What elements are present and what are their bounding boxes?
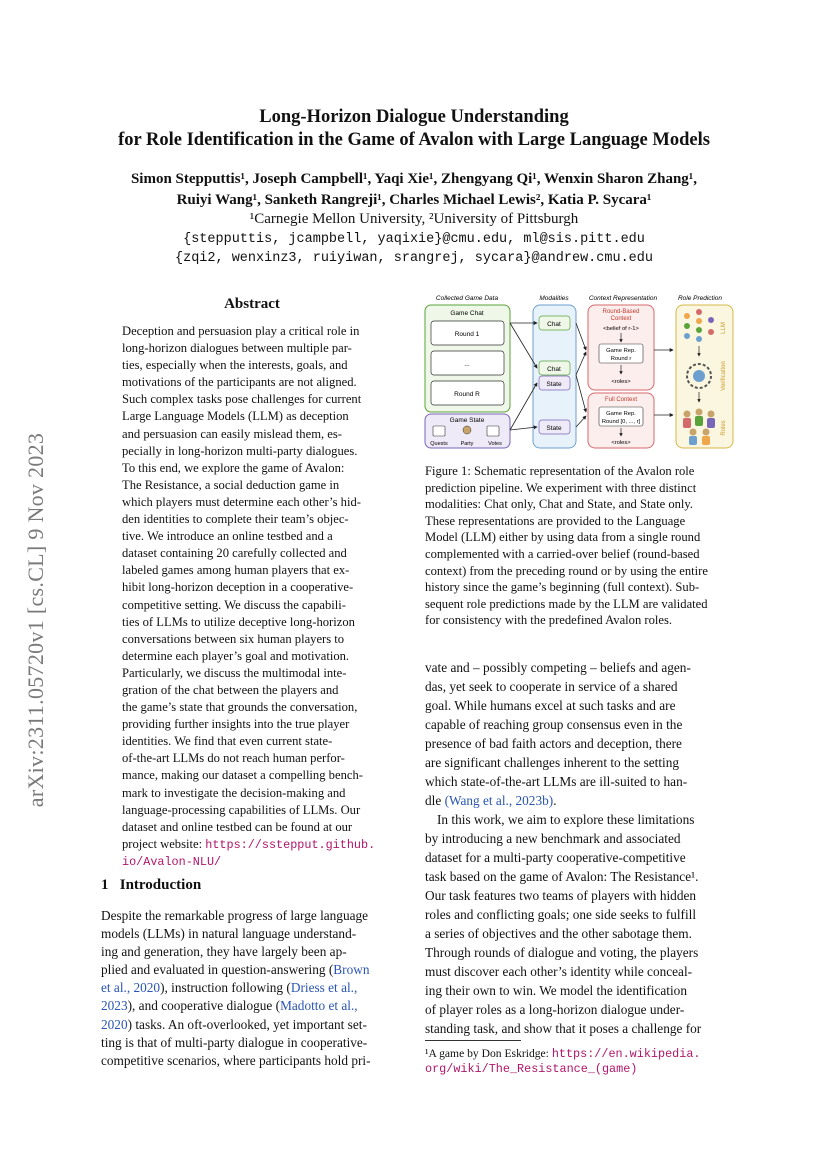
- party-icon: [463, 426, 471, 434]
- game-rep-label-2: Game Rep.: [606, 411, 636, 417]
- abstract-line: which players must determine each other’s hid-: [122, 494, 361, 509]
- quests-label: Quests: [430, 441, 448, 447]
- footnote-url-link-cont[interactable]: org/wiki/The_Resistance_(game): [425, 1062, 638, 1076]
- body-line: must discover each other’s identity while conceal-: [425, 964, 693, 979]
- abstract-line: labeled games among human players that ex-: [122, 563, 350, 578]
- authors-line1: Simon Stepputtis¹, Joseph Campbell¹, Yaqi Xie¹, Zhengyang Qi¹, Wenxin Sharon Zhang¹,: [130, 171, 698, 187]
- footnote: [425, 1046, 731, 1077]
- arxiv-identifier: arXiv:2311.05720v1 [cs.CL] 9 Nov 2023: [23, 432, 48, 808]
- abstract-line: determine each player’s goal and motivation.: [122, 648, 350, 663]
- body-line: task based on the game of Avalon: The Resistance¹.: [425, 869, 699, 884]
- intro-line: ting is that of multi-party dialogue in cooperative-: [101, 1034, 368, 1050]
- abstract-line: language-processing capabilities of LLMs. Our: [122, 802, 361, 817]
- game-rep-full-label: Round [0, ..., r]: [601, 419, 641, 425]
- intro-line: [101, 1016, 403, 1034]
- abstract-line: dataset containing 20 carefully collected and: [122, 546, 347, 561]
- citation-brown[interactable]: Brown: [333, 962, 370, 978]
- votes-icon: [487, 426, 499, 436]
- abstract-line: Particularly, we discuss the multimodal inte-: [122, 665, 347, 680]
- emails-line2: {zqi2, wenxinz3, ruiyiwan, srangrej, sycara}@andrew.cmu.edu: [175, 251, 653, 266]
- caption-line: context) from the preceding round or by using the entire: [425, 563, 708, 578]
- header-modalities: Modalities: [539, 295, 569, 302]
- footnote-text: ¹A game by Don Eskridge:: [425, 1047, 549, 1060]
- header-prediction: Role Prediction: [677, 295, 723, 302]
- intro-line: ing and generation, they have largely been ap-: [101, 944, 347, 960]
- intro-text: ), and cooperative dialogue (: [127, 998, 281, 1014]
- modality-state-label: State: [546, 381, 562, 388]
- abstract-line: conversations between six human players to: [122, 631, 345, 646]
- abstract-line: pecially in long-horizon multi-party dialogues.: [122, 443, 358, 458]
- paper-title-line2: for Role Identification in the Game of Avalon with Large Language Models: [118, 130, 710, 150]
- body-line: Through rounds of dialogue and voting, the players: [425, 945, 699, 960]
- abstract-line: tive. We introduce an online testbed and a: [122, 529, 333, 544]
- header-collected: Collected Game Data: [435, 295, 499, 302]
- caption-line: Model (LLM) either by using data from a single round: [425, 530, 701, 545]
- abstract-line: motivations of the participants are not aligned.: [122, 375, 357, 390]
- body-line: dataset for a multi-party cooperative-competitive: [425, 850, 686, 865]
- body-line: roles and conflicting goals; one side seeks to fulfill: [425, 907, 697, 922]
- body-line: standing task, and show that it poses a challenge for: [425, 1021, 702, 1036]
- round-based-label-1: Round-Based: [602, 309, 640, 315]
- intro-line: [101, 961, 403, 979]
- modality-chat-label: Chat: [547, 321, 561, 328]
- caption-line: prediction pipeline. We experiment with three distinct: [425, 480, 697, 495]
- body-line: which state-of-the-art LLMs are ill-suited to han-: [425, 774, 688, 789]
- abstract-line: identities. We find that even current state-: [122, 734, 333, 749]
- citation-brown-cont[interactable]: et al., 2020: [101, 980, 161, 996]
- body-line: goal. While humans excel at such tasks and are: [425, 698, 676, 713]
- roles-side-label: Roles: [721, 420, 727, 436]
- abstract-line: competitive setting. We discuss the capabili-: [122, 597, 346, 612]
- round-based-label-2: Context: [610, 316, 632, 322]
- verification-label: Verification: [721, 361, 727, 391]
- section-heading-introduction: [101, 877, 201, 894]
- abstract-line: dataset and online testbed can be found at our: [122, 819, 353, 834]
- game-rep-round-label: Round r: [610, 356, 632, 362]
- body-line: Our task features two teams of players with hidden: [425, 888, 697, 903]
- intro-line: [101, 997, 403, 1015]
- citation-madotto-cont[interactable]: 2020: [101, 1016, 128, 1032]
- round-ellipsis-label: ...: [464, 361, 470, 368]
- abstract-line: Such complex tasks pose challenges for current: [122, 392, 362, 407]
- body-line: a series of objectives and the other sabotage them.: [425, 926, 692, 941]
- footnote-line: [425, 1046, 731, 1062]
- abstract-line: Deception and persuasion play a critical role in: [122, 324, 360, 338]
- game-chat-label: Game Chat: [450, 310, 484, 317]
- abstract-line: ties, especially when the interests, goals, and: [122, 358, 348, 373]
- body-line: presence of bad faith actors and deception, there: [425, 736, 682, 751]
- body-line: In this work, we aim to explore these limitations: [437, 812, 695, 827]
- project-url-link[interactable]: https://sstepput.github.: [205, 837, 376, 852]
- abstract-line: To this end, we explore the game of Avalon:: [122, 460, 345, 475]
- abstract-line: of-the-art LLMs do not reach human perfor-: [122, 751, 345, 766]
- citation-driess[interactable]: Driess et al.,: [290, 980, 358, 996]
- votes-label: Votes: [488, 441, 502, 447]
- citation-driess-cont[interactable]: 2023: [101, 998, 128, 1014]
- intro-line: models (LLMs) in natural language understand-: [101, 926, 357, 942]
- body-line: capable of reaching group consensus even in the: [425, 717, 683, 732]
- body-line: by introducing a new benchmark and associated: [425, 831, 681, 846]
- abstract-line: and persuasion can easily mislead them, es-: [122, 426, 342, 441]
- header-context: Context Representation: [588, 295, 658, 302]
- abstract-line: mance, making our dataset a compelling bench-: [122, 768, 363, 783]
- body-line: ing their own to win. We model the identification: [425, 983, 687, 998]
- figure-1-caption: [425, 463, 731, 629]
- figure-1-diagram: [423, 290, 735, 450]
- round-r-label: Round R: [454, 391, 480, 398]
- modality-state2-label: State: [546, 425, 562, 432]
- full-context-label: Full Context: [604, 397, 638, 403]
- intro-line: [101, 979, 403, 997]
- intro-text: ) tasks. An oft-overlooked, yet important set-: [127, 1016, 367, 1032]
- abstract-line: mark to investigate the decision-making and: [122, 785, 346, 800]
- abstract-line: the game’s state that grounds the conversation,: [122, 700, 358, 715]
- footnote-rule: [425, 1040, 521, 1041]
- intro-line: Despite the remarkable progress of large language: [101, 908, 369, 923]
- project-url-link-cont[interactable]: io/Avalon-NLU/: [122, 854, 222, 869]
- abstract-line: den identities to complete their team’s objec-: [122, 512, 349, 527]
- emails-line1: {stepputtis, jcampbell, yaqixie}@cmu.edu, ml@sis.pitt.edu: [183, 232, 645, 247]
- abstract-heading: Abstract: [224, 296, 280, 312]
- abstract-line: long-horizon dialogues between multiple par-: [122, 341, 352, 356]
- abstract-line: project website:: [122, 836, 203, 851]
- caption-line: history since the game’s beginning (full context). Sub-: [425, 580, 700, 595]
- body-text: dle: [425, 793, 445, 808]
- body-line: vate and – possibly competing – beliefs and agen-: [425, 660, 691, 675]
- body-line: are significant challenges inherent to the setting: [425, 755, 680, 770]
- abstract-last-line: [122, 836, 382, 854]
- paper-title-line1: Long-Horizon Dialogue Understanding: [259, 107, 569, 127]
- intro-text: plied and evaluated in question-answering (: [101, 962, 334, 978]
- party-label: Party: [460, 441, 474, 447]
- modality-chat2-label: Chat: [547, 366, 561, 373]
- abstract-line: hibit long-horizon deception in a cooperative-: [122, 580, 354, 595]
- body-line: dle (Wang et al., 2023b).: [425, 793, 557, 808]
- game-rep-label: Game Rep.: [606, 348, 636, 354]
- abstract-body: [122, 323, 382, 871]
- body-line: das, yet seek to cooperate in service of a shared: [425, 679, 678, 694]
- caption-line: Figure 1: Schematic representation of the Avalon role: [425, 464, 695, 478]
- abstract-line: providing further insights into the true player: [122, 717, 350, 732]
- abstract-line: ties of LLMs to utilize deceptive long-horizon: [122, 614, 355, 629]
- intro-line: competitive scenarios, where participants hold pri-: [101, 1052, 371, 1068]
- abstract-line: Large Language Models (LLM) as deception: [122, 409, 349, 424]
- footnote-url-link[interactable]: https://en.wikipedia.: [551, 1047, 701, 1061]
- right-column-body: [425, 658, 731, 1038]
- caption-line: complemented with a carried-over belief (round-based: [425, 546, 700, 561]
- section-number: 1: [101, 877, 109, 893]
- belief-label: <belief of r-1>: [603, 326, 639, 332]
- round-1-label: Round 1: [454, 331, 480, 338]
- authors-line2: Ruiyi Wang¹, Sanketh Rangreji¹, Charles Michael Lewis², Katia P. Sycara¹: [176, 192, 652, 208]
- caption-line: modalities: Chat only, Chat and State, and State only.: [425, 497, 694, 512]
- affiliations: ¹Carnegie Mellon University, ²University of Pittsburgh: [249, 211, 579, 227]
- caption-line: These representations are provided to the Language: [425, 513, 686, 528]
- caption-line: sequent role predictions made by the LLM are validated: [425, 596, 708, 611]
- roles-label-2: <roles>: [611, 440, 631, 446]
- body-line: of player roles as a long-horizon dialogue under-: [425, 1002, 685, 1017]
- roles-label: <roles>: [611, 379, 631, 385]
- intro-text: ), instruction following (: [160, 980, 291, 996]
- llm-label: LLM: [721, 322, 727, 334]
- abstract-line: gration of the chat between the players and: [122, 682, 339, 697]
- quests-icon: [433, 426, 445, 436]
- intro-body: [101, 907, 403, 1070]
- game-state-label: Game State: [449, 417, 485, 424]
- citation-madotto[interactable]: Madotto et al.,: [280, 998, 358, 1014]
- abstract-line: The Resistance, a social deduction game in: [122, 477, 340, 492]
- caption-line: for consistency with the predefined Avalon roles.: [425, 613, 673, 628]
- citation-wang[interactable]: (Wang et al., 2023b): [444, 793, 554, 808]
- section-title: Introduction: [119, 877, 202, 893]
